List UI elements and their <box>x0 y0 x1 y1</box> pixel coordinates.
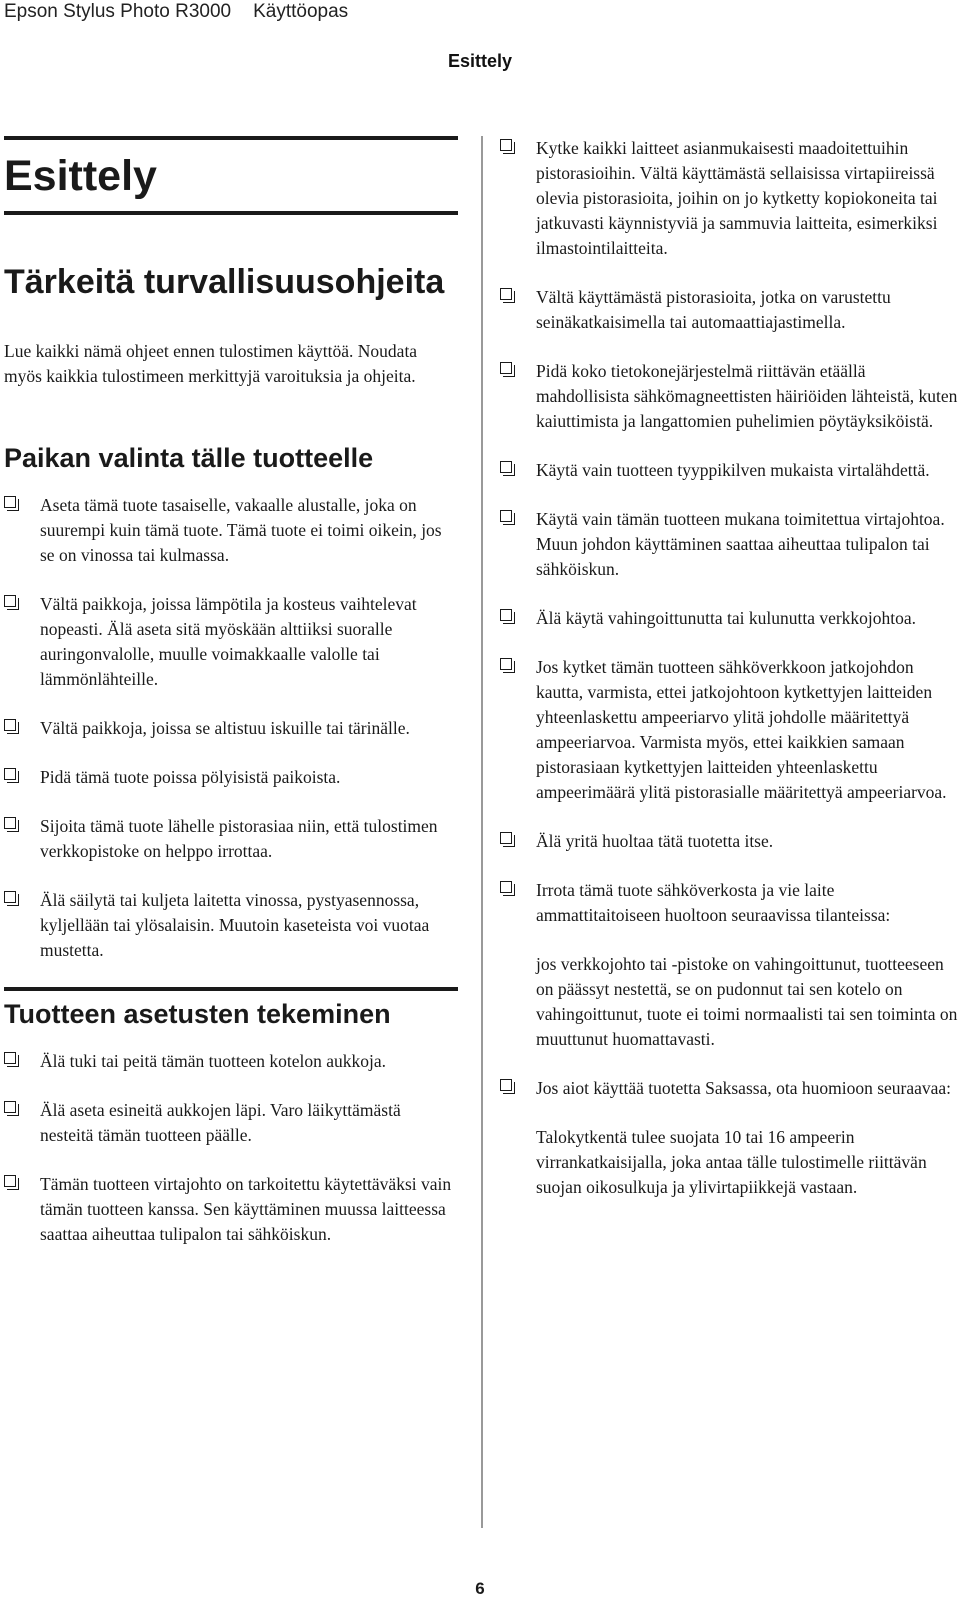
list-item: Jos aiot käyttää tuotetta Saksassa, ota huomioon seuraavaa: <box>500 1076 960 1101</box>
right-column <box>500 136 960 1224</box>
list-item: Vältä paikkoja, joissa lämpötila ja kosteus vaihtelevat nopeasti. Älä aseta sitä myöskään alttiiksi suoralle auringonvalolle, muulle voimakkaalle valolle tai lämmönlähteille. <box>4 592 458 692</box>
placement-list <box>4 493 458 963</box>
checkbox-bullet-icon <box>4 817 16 829</box>
left-column <box>4 136 458 1271</box>
checkbox-bullet-icon <box>4 1175 16 1187</box>
germany-detail: Talokytkentä tulee suojata 10 tai 16 ampeerin virrankatkaisijalla, joka antaa tälle tulostimelle riittävän suojan oikosulkuja ja ylivirtapiikkejä vastaan. <box>536 1127 927 1197</box>
setup-heading: Tuotteen asetusten tekeminen <box>4 987 458 1031</box>
guide-name: Käyttöopas <box>253 1 349 22</box>
checkbox-bullet-icon <box>4 768 16 780</box>
power-list <box>500 136 960 928</box>
checkbox-bullet-icon <box>500 609 512 621</box>
list-item: Älä tuki tai peitä tämän tuotteen kotelon aukkoja. <box>4 1049 458 1074</box>
section-title: Esittely <box>447 51 513 71</box>
checkbox-bullet-icon <box>500 461 512 473</box>
list-item: Pidä koko tietokonejärjestelmä riittävän etäällä mahdollisista sähkömagneettisten häiriöiden lähteistä, kuten kaiuttimista ja langattomien puhelimien pöytäyksiköistä. <box>500 359 960 434</box>
list-item: Pidä tämä tuote poissa pölyisistä paikoista. <box>4 765 458 790</box>
checkbox-bullet-icon <box>4 1052 16 1064</box>
list-item: Tämän tuotteen virtajohto on tarkoitettu käytettäväksi vain tämän tuotteen kanssa. Sen käyttäminen muussa laitteessa saattaa aiheuttaa tulipalon tai sähköiskun. <box>4 1172 458 1247</box>
safety-heading: Tärkeitä turvallisuusohjeita <box>4 263 445 301</box>
page-number: 6 <box>475 1579 485 1598</box>
checkbox-bullet-icon <box>500 510 512 522</box>
list-item: Kytke kaikki laitteet asianmukaisesti maadoitettuihin pistorasioihin. Vältä käyttämästä sellaisissa virtapiireissä olevia pistorasioita, joihin on jo kytketty kopiokoneita tai jatkuvasti käynnistyviä ja sammuvia laitteita, esimerkiksi ilmastointilaitteita. <box>500 136 960 261</box>
checkbox-bullet-icon <box>500 139 512 151</box>
intro-paragraph: Lue kaikki nämä ohjeet ennen tulostimen käyttöä. Noudata myös kaikkia tulostimeen merkittyjä varoituksia ja ohjeita. <box>4 341 418 386</box>
column-separator <box>481 136 483 1528</box>
list-item: Älä yritä huoltaa tätä tuotetta itse. <box>500 829 960 854</box>
list-item: Vältä käyttämästä pistorasioita, jotka on varustettu seinäkatkaisimella tai automaattiajastimella. <box>500 285 960 335</box>
list-item: Irrota tämä tuote sähköverkosta ja vie laite ammattitaitoiseen huoltoon seuraavissa tilanteissa: <box>500 878 960 928</box>
list-item: Älä käytä vahingoittunutta tai kulunutta verkkojohtoa. <box>500 606 960 631</box>
checkbox-bullet-icon <box>500 288 512 300</box>
product-name: Epson Stylus Photo R3000 <box>4 1 232 22</box>
checkbox-bullet-icon <box>4 1101 16 1113</box>
checkbox-bullet-icon <box>500 832 512 844</box>
list-item: Käytä vain tuotteen tyyppikilven mukaista virtalähdettä. <box>500 458 960 483</box>
setup-list <box>4 1049 458 1247</box>
checkbox-bullet-icon <box>4 891 16 903</box>
checkbox-bullet-icon <box>4 496 16 508</box>
list-item: Vältä paikkoja, joissa se altistuu iskuille tai tärinälle. <box>4 716 458 741</box>
checkbox-bullet-icon <box>500 1079 512 1091</box>
list-item: Sijoita tämä tuote lähelle pistorasiaa niin, että tulostimen verkkopistoke on helppo irrottaa. <box>4 814 458 864</box>
checkbox-bullet-icon <box>4 719 16 731</box>
service-detail: jos verkkojohto tai -pistoke on vahingoittunut, tuotteeseen on päässyt nestettä, se on pudonnut tai sen kotelo on vahingoittunut, tuote ei toimi normaalisti tai sen toiminta on muuttunut huomattavasti. <box>536 954 958 1049</box>
placement-heading: Paikan valinta tälle tuotteelle <box>4 443 374 473</box>
list-item: Älä säilytä tai kuljeta laitetta vinossa, pystyasennossa, kyljellään tai ylösalaisin. Muutoin kaseteista voi vuotaa mustetta. <box>4 888 458 963</box>
checkbox-bullet-icon <box>500 362 512 374</box>
germany-list <box>500 1076 960 1101</box>
checkbox-bullet-icon <box>500 881 512 893</box>
checkbox-bullet-icon <box>4 595 16 607</box>
chapter-title: Esittely <box>4 140 458 215</box>
checkbox-bullet-icon <box>500 658 512 670</box>
running-header <box>4 0 348 24</box>
list-item: Aseta tämä tuote tasaiselle, vakaalle alustalle, joka on suurempi kuin tämä tuote. Tämä tuote ei toimi oikein, jos se on vinossa tai kulmassa. <box>4 493 458 568</box>
list-item: Käytä vain tämän tuotteen mukana toimitettua virtajohtoa. Muun johdon käyttäminen saattaa aiheuttaa tulipalon tai sähköiskun. <box>500 507 960 582</box>
list-item: Älä aseta esineitä aukkojen läpi. Varo läikyttämästä nesteitä tämän tuotteen päälle. <box>4 1098 458 1148</box>
list-item: Jos kytket tämän tuotteen sähköverkkoon jatkojohdon kautta, varmista, ettei jatkojohtoon kytkettyjen laitteiden yhteenlaskettu ampeeriarvo ylitä johdolle määritettyä ampeeriarvoa. Varmista myös, ettei kaikkien samaan pistorasiaan kytkettyjen laitteiden yhteenlaskettu ampeerimäärä ylitä pistorasialle määritettyä ampeeriarvoa. <box>500 655 960 805</box>
